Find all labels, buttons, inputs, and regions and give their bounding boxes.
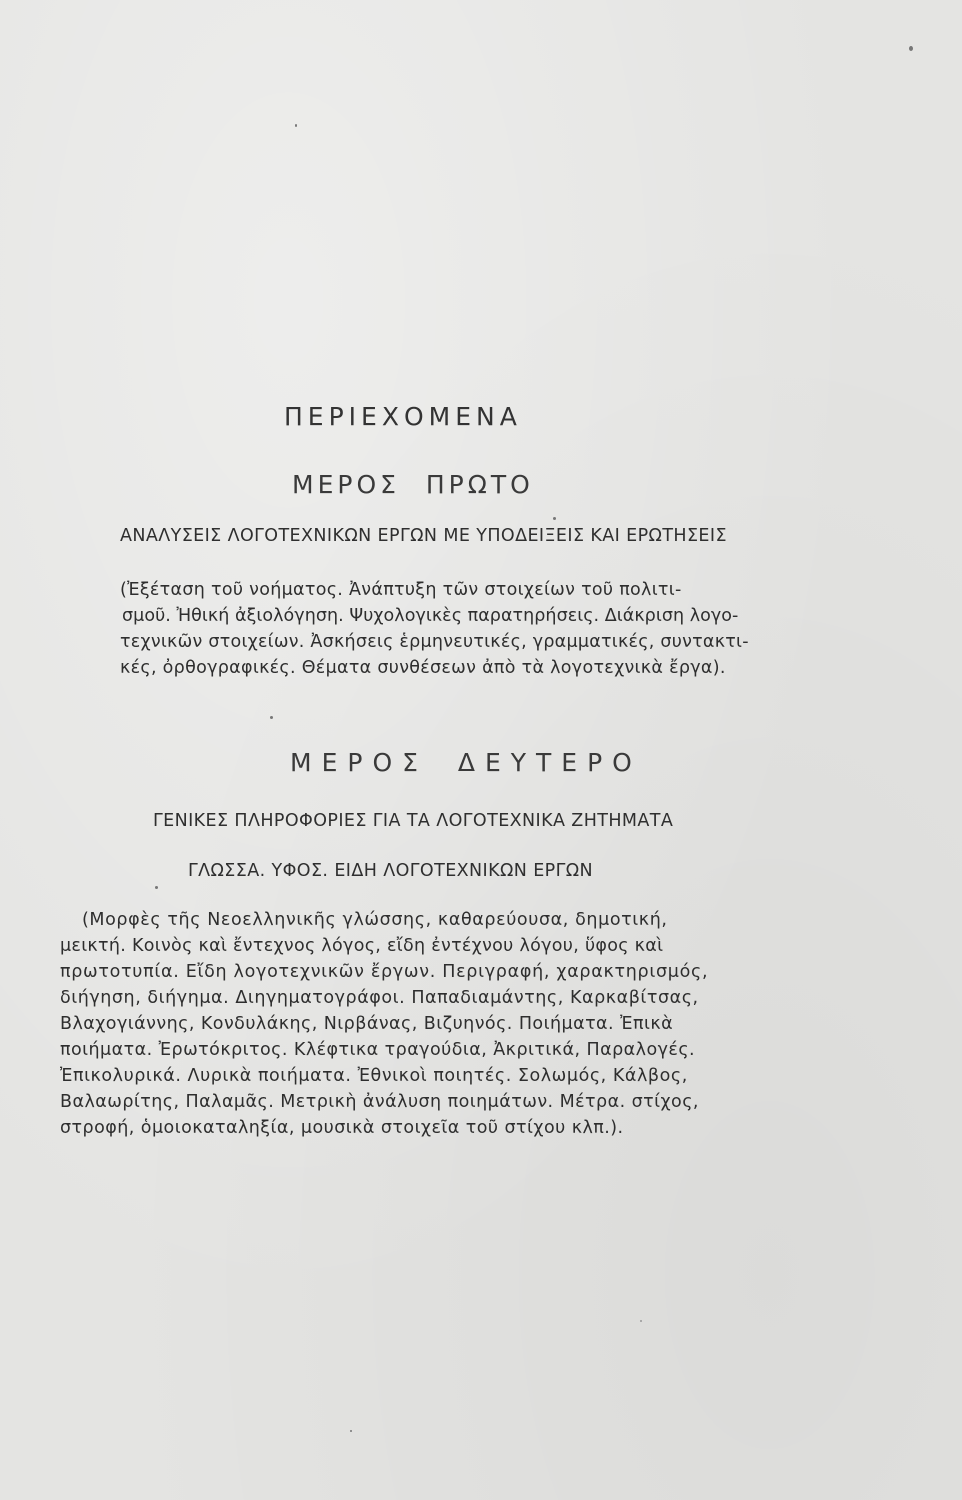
- contents-title: ΠΕΡΙΕΧΟΜΕΝΑ: [284, 402, 522, 431]
- part2-subsection: ΓΛΩΣΣΑ. ΥΦΟΣ. ΕΙΔΗ ΛΟΓΟΤΕΧΝΙΚΩΝ ΕΡΓΩΝ: [188, 861, 594, 881]
- part2-subtitle: ΓΕΝΙΚΕΣ ΠΛΗΡΟΦΟΡΙΕΣ ΓΙΑ ΤΑ ΛΟΓΟΤΕΧΝΙΚΑ ΖΗΤΗΜΑΤΑ: [153, 811, 674, 831]
- description-line: (Μορφὲς τῆς Νεοελληνικῆς γλώσσης, καθαρεύουσα, δημοτική,: [82, 910, 668, 930]
- description-line: τεχνικῶν στοιχείων. Ἀσκήσεις ἑρμηνευτικές, γραμματικές, συντακτι-: [120, 632, 749, 652]
- description-line: (Ἐξέταση τοῦ νοήματος. Ἀνάπτυξη τῶν στοιχείων τοῦ πολιτι-: [120, 580, 682, 600]
- description-line: σμοῦ. Ἠθική ἀξιολόγηση. Ψυχολογικὲς παρατηρήσεις. Διάκριση λογο-: [122, 606, 739, 626]
- description-line: στροφή, ὁμοιοκαταληξία, μουσικὰ στοιχεῖα τοῦ στίχου κλπ.).: [60, 1118, 624, 1138]
- part1-title: ΜΕΡΟΣ ΠΡΩΤΟ: [292, 470, 534, 499]
- paper-speck: [155, 886, 158, 889]
- description-line: Βαλαωρίτης, Παλαμᾶς. Μετρικὴ ἀνάλυση ποιημάτων. Μέτρα. στίχος,: [60, 1092, 699, 1112]
- part2-description: [60, 910, 860, 1160]
- paper-speck: [350, 1430, 352, 1432]
- paper-speck: [553, 517, 556, 520]
- part1-description: [120, 580, 820, 710]
- paper-speck: [295, 124, 297, 127]
- description-line: μεικτή. Κοινὸς καὶ ἔντεχνος λόγος, εἴδη ἐντέχνου λόγου, ὕφος καὶ: [60, 936, 664, 956]
- paper-speck: [640, 1320, 642, 1322]
- description-line: κές, ὀρθογραφικές. Θέματα συνθέσεων ἀπὸ τὰ λογοτεχνικὰ ἔργα).: [120, 658, 726, 678]
- part1-subtitle: ΑΝΑΛΥΣΕΙΣ ΛΟΓΟΤΕΧΝΙΚΩΝ ΕΡΓΩΝ ΜΕ ΥΠΟΔΕΙΞΕΙΣ ΚΑΙ ΕΡΩΤΗΣΕΙΣ: [120, 526, 727, 546]
- description-line: ποιήματα. Ἐρωτόκριτος. Κλέφτικα τραγούδια, Ἀκριτικά, Παραλογές.: [60, 1040, 696, 1060]
- description-line: Βλαχογιάννης, Κονδυλάκης, Νιρβάνας, Βιζυηνός. Ποιήματα. Ἐπικὰ: [60, 1014, 674, 1034]
- description-line: Ἐπικολυρικά. Λυρικὰ ποιήματα. Ἐθνικοὶ ποιητές. Σολωμός, Κάλβος,: [60, 1066, 688, 1086]
- paper-speck: [909, 46, 913, 51]
- paper-speck: [270, 716, 273, 719]
- part2-title: ΜΕΡΟΣ ΔΕΥΤΕΡΟ: [290, 748, 642, 777]
- description-line: διήγηση, διήγημα. Διηγηματογράφοι. Παπαδιαμάντης, Καρκαβίτσας,: [60, 988, 699, 1008]
- description-line: πρωτοτυπία. Εἴδη λογοτεχνικῶν ἔργων. Περιγραφή, χαρακτηρισμός,: [60, 962, 709, 982]
